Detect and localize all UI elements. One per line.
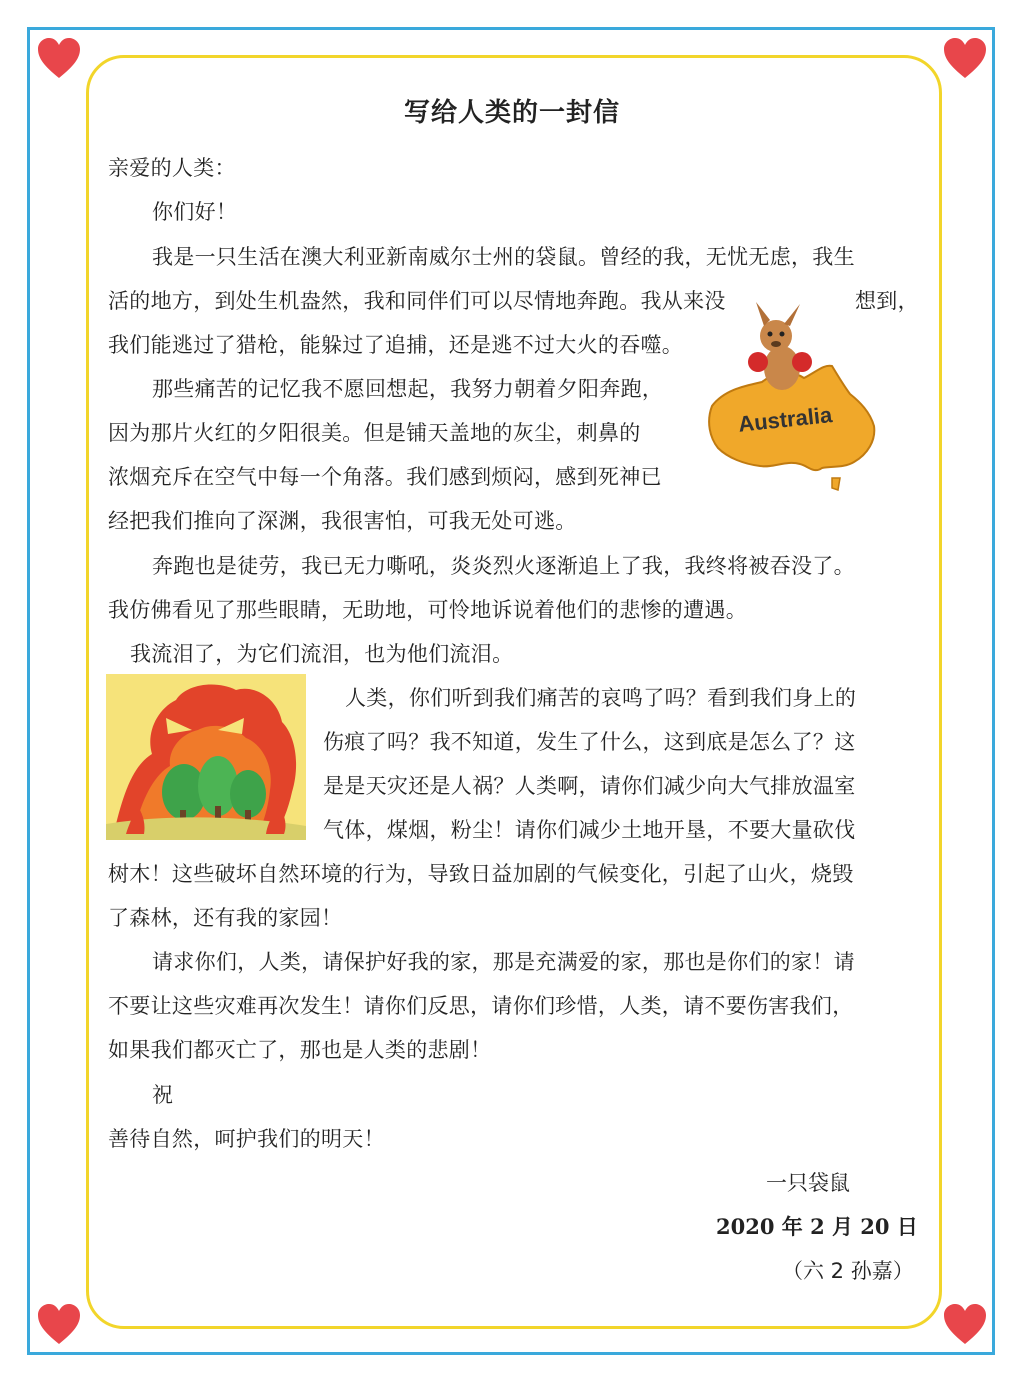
forest-fire-illustration [106,674,306,840]
signature: 一只袋鼠 [766,1171,850,1195]
body-line: 想到， [855,289,919,313]
body-line: 我仿佛看见了那些眼睛，无助地，可怜地诉说着他们的悲惨的遭遇。 [108,598,747,622]
body-line: 因为那片火红的夕阳很美。但是铺天盖地的灰尘，刺鼻的 [108,421,641,445]
heart-icon [942,36,988,80]
body-line: 我们能逃过了猎枪，能躲过了追捕，还是逃不过大火的吞噬。 [108,333,684,357]
heart-icon [942,1302,988,1346]
body-line: 我流泪了，为它们流泪，也为他们流泪。 [130,642,514,666]
body-line: 如果我们都灭亡了，那也是人类的悲剧！ [108,1038,492,1062]
letter-date: 2020 年 2 月 20 日 [716,1214,918,1239]
body-line: 我是一只生活在澳大利亚新南威尔士州的袋鼠。曾经的我，无忧无虑，我生 [152,245,855,269]
body-line: 奔跑也是徒劳，我已无力嘶吼，炎炎烈火逐渐追上了我，我终将被吞没了。 [152,554,855,578]
body-line: 不要让这些灾难再次发生！请你们反思，请你们珍惜，人类，请不要伤害我们， [108,994,854,1018]
heart-icon [36,1302,82,1346]
body-line: 是是天灾还是人祸？人类啊，请你们减少向大气排放温室 [323,774,856,798]
body-line: 请求你们，人类，请保护好我的家，那是充满爱的家，那也是你们的家！请 [152,950,855,974]
body-line: 气体，煤烟，粉尘！请你们减少土地开垦，不要大量砍伐 [323,818,856,842]
kangaroo-australia-illustration [704,298,882,494]
body-line: 浓烟充斥在空气中每一个角落。我们感到烦闷，感到死神已 [108,465,662,489]
body-line: 了森林，还有我的家园！ [108,906,343,930]
closing-wish: 祝 [152,1083,174,1107]
author: （六 2 孙嘉） [782,1259,914,1283]
body-line: 经把我们推向了深渊，我很害怕，可我无处可逃。 [108,509,577,533]
greeting: 你们好！ [152,200,238,224]
letter-title: 写给人类的一封信 [403,98,620,128]
map-label: Australia [737,402,834,437]
body-line: 树木！这些破坏自然环境的行为，导致日益加剧的气候变化，引起了山火，烧毁 [108,862,854,886]
salutation: 亲爱的人类： [108,156,236,180]
body-line: 伤痕了吗？我不知道，发生了什么，这到底是怎么了？这 [323,730,856,754]
closing-line: 善待自然，呵护我们的明天！ [108,1127,385,1151]
body-line: 人类，你们听到我们痛苦的哀鸣了吗？看到我们身上的 [345,686,857,710]
heart-icon [36,36,82,80]
body-line: 那些痛苦的记忆我不愿回想起，我努力朝着夕阳奔跑， [152,377,664,401]
body-line: 活的地方，到处生机盎然，我和同伴们可以尽情地奔跑。我从来没 [108,289,726,313]
